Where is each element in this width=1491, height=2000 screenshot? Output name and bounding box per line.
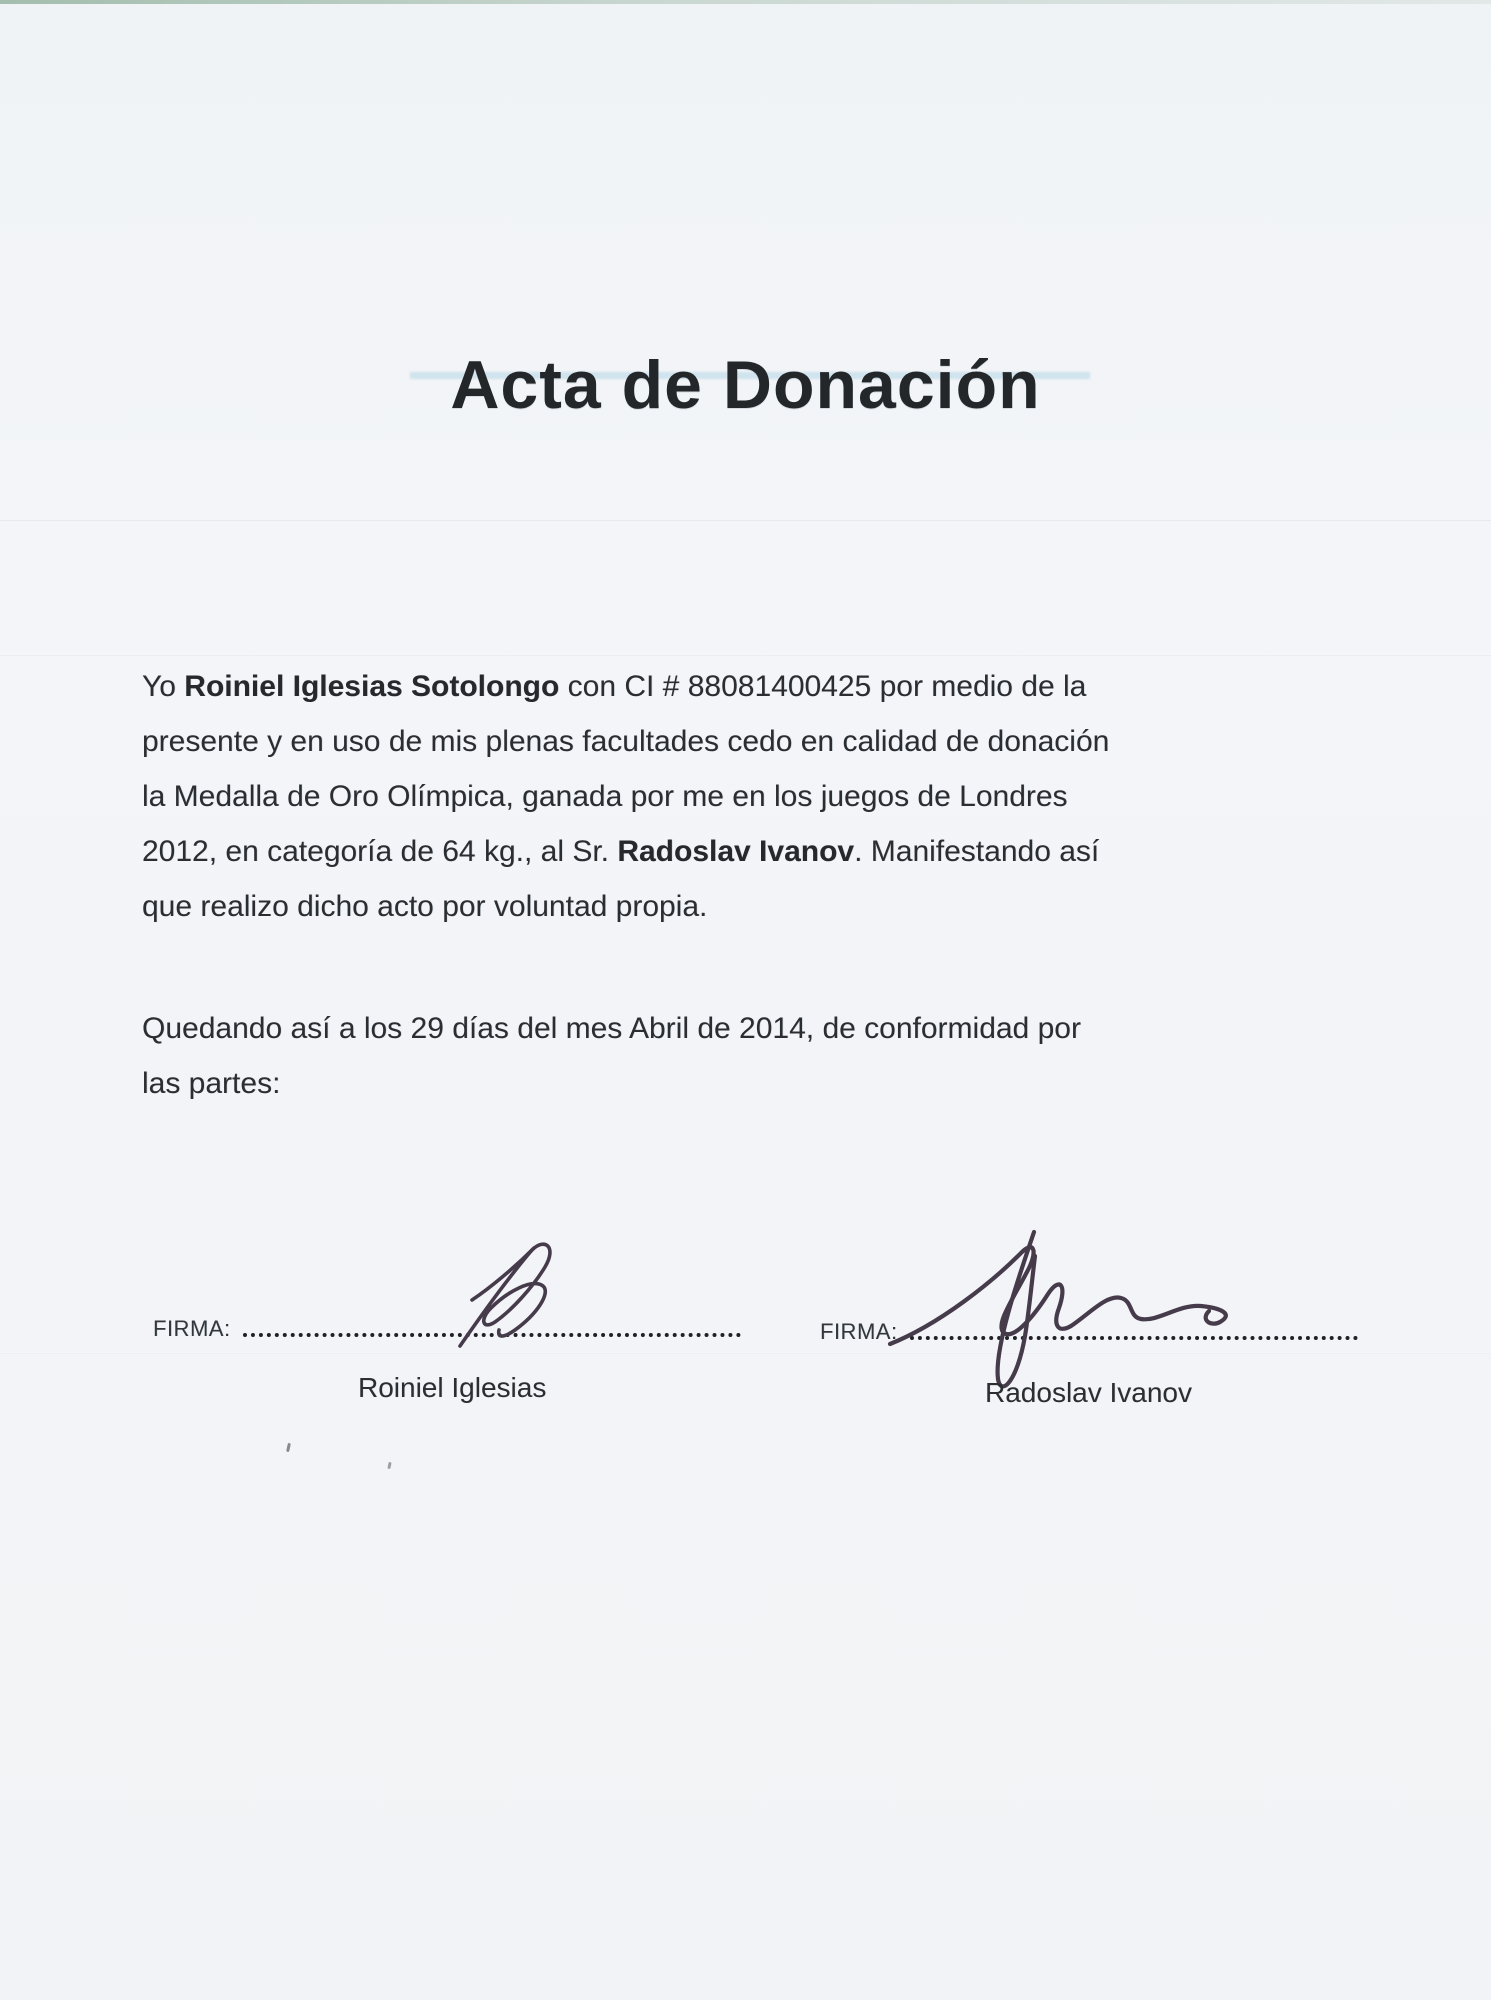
body-paragraph-donation <box>142 659 1109 934</box>
signatory-name-right: Radoslav Ivanov <box>985 1377 1193 1408</box>
paragraph-line: 2012, en categoría de 64 kg., al Sr. <box>142 835 618 868</box>
paper-crease-line <box>0 654 1491 656</box>
paragraph-line: Yo <box>142 670 185 703</box>
firma-label-left: FIRMA: <box>153 1316 231 1341</box>
handwritten-signature-roiniel-icon <box>448 1234 566 1362</box>
signatory-name-left: Roiniel Iglesias <box>358 1372 547 1403</box>
scan-speck <box>286 1443 291 1452</box>
paragraph-line: la Medalla de Oro Olímpica, ganada por me en los juegos de Londres <box>142 780 1068 813</box>
paper-crease-line <box>0 519 1491 521</box>
paragraph-line: presente y en uso de mis plenas facultades cedo en calidad de donación <box>142 725 1110 758</box>
signature-block-left <box>153 1316 741 1342</box>
recipient-name-bold: Radoslav Ivanov <box>617 835 855 868</box>
paragraph-line: las partes: <box>142 1067 281 1100</box>
firma-label-right: FIRMA: <box>820 1319 898 1344</box>
donor-name-bold: Roiniel Iglesias Sotolongo <box>184 670 560 703</box>
scanner-edge-artifact <box>0 0 1491 4</box>
paragraph-line: que realizo dicho acto por voluntad propia. <box>142 890 708 923</box>
scan-speck <box>387 1462 391 1469</box>
body-paragraph-date <box>142 1001 1081 1111</box>
paragraph-line: . Manifestando así <box>854 835 1100 868</box>
paragraph-line: Quedando así a los 29 días del mes Abril de 2014, de conformidad por <box>142 1012 1081 1045</box>
paragraph-line: con CI # 88081400425 por medio de la <box>559 670 1087 703</box>
document-title: Acta de Donación <box>450 347 1041 423</box>
